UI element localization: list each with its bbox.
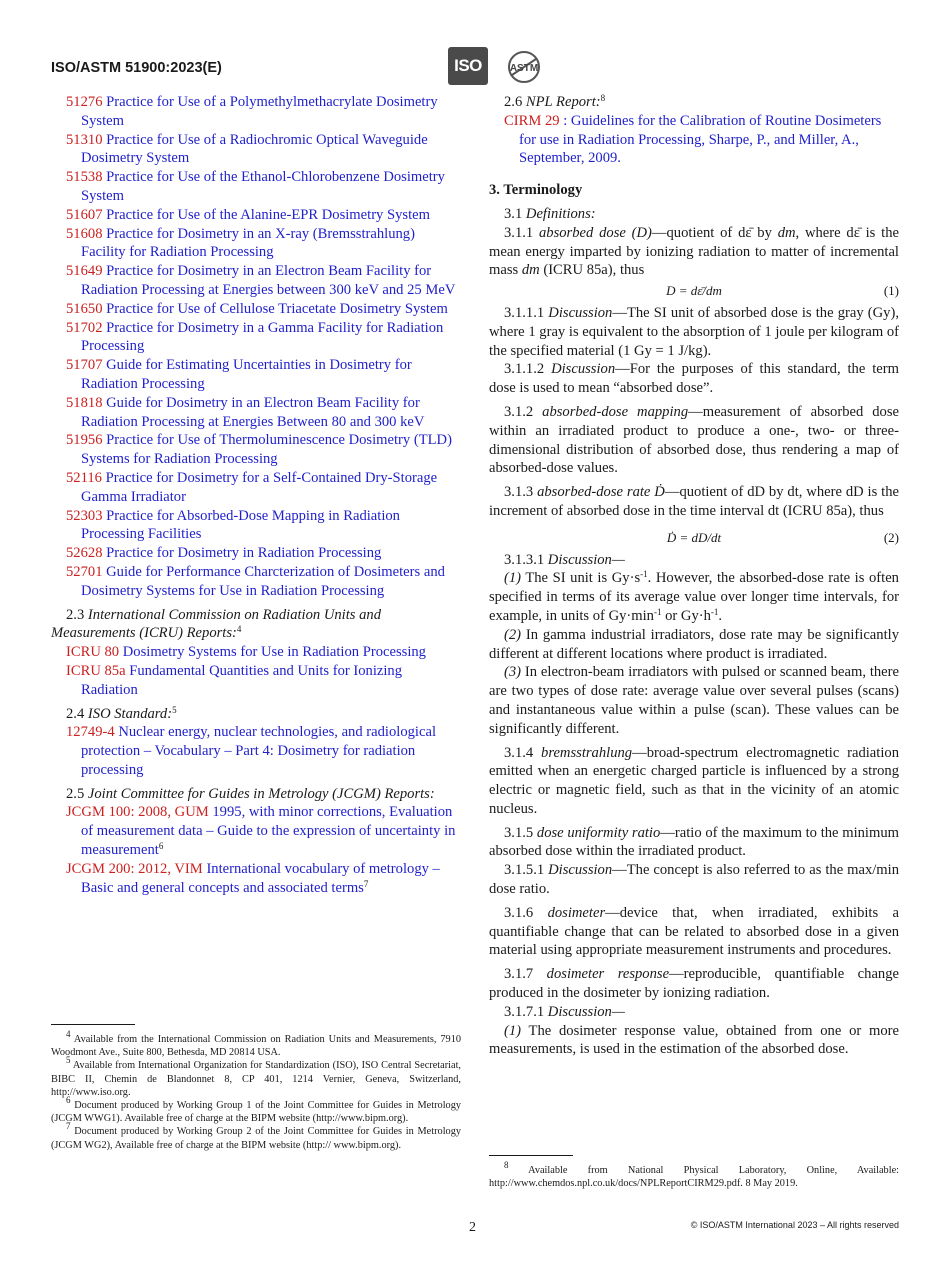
reference-code[interactable]: 12749-4 [66,724,115,741]
reference-code[interactable]: 51702 [66,319,103,336]
iso-reference-list [51,723,461,779]
reference-title[interactable]: Nuclear energy, nuclear technologies, and radiological protection – Vocabulary – Part 4: Dosimetry for radiation processing [81,724,436,778]
reference-code[interactable]: ICRU 80 [66,644,120,661]
discussion-item-2: (2) In gamma industrial irradiators, dose rate may be significantly different at different locations where product is irradiated. [489,626,899,662]
discussion-3-1-1-2: 3.1.1.2 Discussion—For the purposes of this standard, the term dose is used to mean “absorbed dose”. [489,361,899,397]
reference-code[interactable]: 51276 [66,94,103,110]
icru-ref-1 [51,662,461,700]
astm-ref-4 [51,225,461,263]
reference-title[interactable]: Practice for Use of a Polymethylmethacrylate Dosimetry System [81,94,438,129]
section-3-1: 3.1 Definitions: [504,205,596,222]
reference-title[interactable]: Practice for Dosimetry in an Electron Beam Facility for Radiation Processing at Energies between 300 keV and 25 MeV [81,263,456,298]
astm-logo-text: ASTM [509,63,539,74]
reference-code[interactable]: 51956 [66,432,103,449]
equation-1 [489,282,899,301]
discussion-item-3: (3) In electron-beam irradiators with pulsed or scanned beam, there are two types of dose rate: average value over several pulses (scans) and instantaneous value within a pulse (scan). These values can be significantly different. [489,664,899,737]
reference-title[interactable]: Practice for Use of a Radiochromic Optical Waveguide Dosimetry System [81,131,428,167]
section-2-6: 2.6 NPL Report:$^8$ [504,93,606,110]
reference-code[interactable]: JCGM 100: 2008, GUM [66,804,209,821]
jcgm-ref-0 [51,803,461,859]
reference-code[interactable]: 52701 [66,563,103,580]
definition-dosimeter: 3.1.6 dosimeter—device that, when irradiated, exhibits a quantifiable change that can be related to absorbed dose in a given material using appropriate measurement instruments and procedures. [489,904,899,959]
reference-code[interactable]: 51818 [66,394,103,411]
equation-1-expr: D = dε̄/dm [666,283,722,299]
reference-code[interactable]: JCGM 200: 2012, VIM [66,860,203,877]
definition-dosimeter-response: 3.1.7 dosimeter response—reproducible, quantifiable change produced in the dosimeter by ionizing radiation. [489,966,900,1002]
jcgm-ref-1 [51,860,461,898]
footnotes-left [51,1024,461,1152]
astm-ref-5 [51,262,461,300]
reference-title[interactable]: Fundamental Quantities and Units for Ionizing Radiation [81,662,403,698]
copyright-notice: © ISO/ASTM International 2023 – All rights reserved [690,1220,899,1230]
equation-2-number: (2) [883,529,899,545]
astm-ref-0 [51,93,461,131]
astm-ref-14 [51,563,461,601]
reference-code[interactable]: 51607 [66,206,103,223]
definition-absorbed-dose-mapping: 3.1.2 absorbed-dose mapping—measurement of absorbed dose within an irradiated product to produce a one-, two- or three-dimensional distribution of absorbed dose, thus rendering a map of absorbed-dose values. [489,403,899,477]
reference-title[interactable]: Practice for Dosimetry in a Gamma Facility for Radiation Processing [81,319,444,355]
icru-ref-0 [51,643,461,662]
right-column [489,93,899,1059]
footnote-marker: 6 [158,841,164,852]
page-number: 2 [469,1220,476,1235]
footnote-5: $^5$ Available from International Organization for Standardization (ISO), ISO Central Secretariat, BIBC II, Chemin de Blandonnet 8, CP 401, 1214 Vernier, Geneva, Switzerland, http://www.iso.org. [51,1055,461,1098]
definition-absorbed-dose-rate: 3.1.3 absorbed-dose rate Ḋ—quotient of dD by dt, where dD is the increment of absorbed dose in the time interval dt (ICRU 85a), thus [489,484,899,519]
reference-title[interactable]: Dosimetry Systems for Use in Radiation Processing [122,644,426,661]
reference-title[interactable]: Practice for Dosimetry in Radiation Processing [106,545,382,562]
reference-title[interactable]: Guide for Dosimetry in an Electron Beam Facility for Radiation Processing at Energies Between 80 and 300 keV [81,394,425,430]
footnotes-right [489,1155,899,1190]
reference-title[interactable]: Practice for Use of the Ethanol-Chlorobenzene Dosimetry System [81,169,445,204]
reference-code[interactable]: 52116 [66,469,102,486]
astm-ref-10 [51,431,461,469]
astm-ref-11 [51,469,461,507]
reference-code[interactable]: 51310 [66,131,103,148]
equation-2-expr: Ḋ = dD/dt [666,529,722,545]
footnote-7: $^7$ Document produced by Working Group 2 of the Joint Committee for Guides in Metrology (JCGM WG2), Available free of charge at the BIPM website (http:// www.bipm.org). [51,1121,461,1151]
iso-logo-text: ISO [454,56,482,75]
reference-code[interactable]: 51650 [66,300,103,317]
astm-ref-2 [51,168,461,206]
section-2-4: 2.4 ISO Standard:$^5$ [66,704,177,722]
footnote-4: $^4$ Available from the International Commission on Radiation Units and Measurements, 7910 Woodmont Ave., Suite 800, Bethesda, MD 20814 USA. [51,1029,461,1059]
reference-title[interactable]: : Guidelines for the Calibration of Routine Dosimeters for use in Radiation Processing, Sharpe, P., and Miller, A., September, 2009. [519,112,882,167]
reference-code[interactable]: ICRU 85a [66,662,126,679]
astm-ref-12 [51,507,461,545]
jcgm-reference-list [51,803,461,897]
reference-code[interactable]: 51608 [66,225,103,242]
astm-ref-3 [51,206,461,225]
reference-code[interactable]: 51538 [66,169,103,186]
astm-reference-list [51,93,461,601]
document-id: ISO/ASTM 51900:2023(E) [51,60,222,76]
reference-title[interactable]: Practice for Dosimetry for a Self-Contained Dry-Storage Gamma Irradiator [81,469,438,505]
astm-ref-13 [51,544,461,563]
npl-reference-list [489,112,899,168]
reference-title[interactable]: 1995, with minor corrections, Evaluation of measurement data – Guide to the expression of uncertainty in measurement [81,804,456,859]
reference-title[interactable]: Practice for Dosimetry in an X-ray (Bremsstrahlung) Facility for Radiation Processing [81,225,415,261]
footnote-rule [489,1155,573,1156]
reference-code[interactable]: 52303 [66,507,103,524]
equation-1-number: (1) [883,283,899,299]
footnote-list [51,1029,461,1152]
definition-absorbed-dose: 3.1.1 absorbed dose (D)—quotient of dε̄ by dm, where dε̄ is the mean energy imparted by ionizing radiation to matter of incremental mass dm (ICRU 85a), thus [489,224,899,279]
discussion-3-1-7-1: 3.1.7.1 Discussion— [504,1003,625,1020]
footnote-marker: 7 [363,878,369,889]
iso-logo [448,47,488,85]
discussion-item-1: (1) The SI unit is $Gy\cdot s^{-1}$. However, the absorbed-dose rate is often specified in terms of its average value over longer time intervals, for example, in units of $Gy\cdot\min^{-1}$ or $Gy\cdot h^{-1}$. [489,569,899,624]
reference-title[interactable]: Practice for Absorbed-Dose Mapping in Radiation Processing Facilities [81,507,400,543]
reference-title[interactable]: Practice for Use of the Alanine-EPR Dosimetry System [106,206,430,223]
section-2-3: 2.3 International Commission on Radiation Units and Measurements (ICRU) Reports:$^4$ [51,606,382,642]
astm-ref-9 [51,394,461,432]
reference-code[interactable]: CIRM 29 [504,112,560,129]
footnote-rule [51,1024,135,1025]
definition-dose-uniformity-ratio: 3.1.5 dose uniformity ratio—ratio of the maximum to the minimum absorbed dose within the irradiated product. [489,824,899,860]
icru-reference-list [51,643,461,699]
terminology-heading: 3. Terminology [489,182,583,199]
equation-2 [489,529,899,548]
discussion-3-1-1-1: 3.1.1.1 Discussion—The SI unit of absorbed dose is the gray (Gy), where 1 gray is equivalent to the absorption of 1 joule per kilogram of the specified material (1 Gy = 1 J/kg). [489,304,899,359]
reference-title[interactable]: Guide for Estimating Uncertainties in Dosimetry for Radiation Processing [81,357,412,392]
astm-ref-6 [51,300,461,319]
discussion-3-1-5-1: 3.1.5.1 Discussion—The concept is also referred to as the max/min dose ratio. [489,862,899,898]
reference-title[interactable]: Practice for Use of Thermoluminescence Dosimetry (TLD) Systems for Radiation Processing [81,432,452,468]
astm-logo [504,48,544,86]
iso-ref-0 [51,723,461,779]
astm-ref-8 [51,356,461,394]
footnote-8: $^8$ Available from National Physical Laboratory, Online, Available: http://www.chemdos.npl.co.uk/docs/NPLReportCIRM29.pdf. 8 May 2019. [489,1160,899,1190]
reference-code[interactable]: 51707 [66,357,103,374]
left-column [51,93,461,897]
astm-ref-1 [51,131,461,169]
reference-code[interactable]: 51649 [66,263,103,280]
discussion-3-1-3-1: 3.1.3.1 Discussion— [504,551,625,568]
reference-title[interactable]: Practice for Use of Cellulose Triacetate Dosimetry System [106,300,448,317]
reference-title[interactable]: Guide for Performance Charcterization of Dosimeters and Dosimetry Systems for Use in Radiation Processing [81,563,445,599]
reference-title[interactable]: International vocabulary of metrology – Basic and general concepts and associated terms [81,860,440,896]
footnote-6: $^6$ Document produced by Working Group 1 of the Joint Committee for Guides in Metrology (JCGM WWG1). Available free of charge at the BIPM website (http://www.bipm.org). [51,1095,461,1125]
npl-ref-0 [489,112,899,168]
section-2-5: 2.5 Joint Committee for Guides in Metrology (JCGM) Reports: [66,785,435,802]
definition-bremsstrahlung: 3.1.4 bremsstrahlung—broad-spectrum electromagnetic radiation emitted when an energetic charged particle is influenced by a strong electric or magnetic field, such as that in the vicinity of an atomic nucleus. [489,744,899,817]
astm-ref-7 [51,319,461,357]
discussion-3-1-7-1-item-1: (1) The dosimeter response value, obtained from one or more measurements, is used in the estimation of the absorbed dose. [489,1022,899,1058]
reference-code[interactable]: 52628 [66,545,103,562]
